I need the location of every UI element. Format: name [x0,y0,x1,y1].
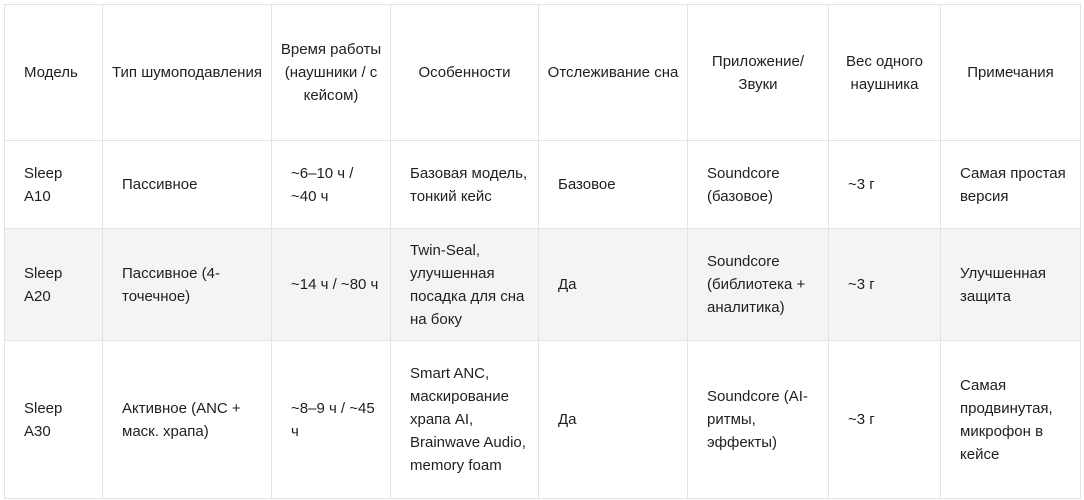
cell-app-sounds: Soundcore (AI-ритмы, эффекты) [688,341,829,499]
cell-model: Sleep A20 [5,229,103,341]
cell-features: Twin-Seal, улучшенная посадка для сна на боку [391,229,539,341]
cell-weight: ~3 г [829,229,941,341]
header-app-sounds: Приложение/ Звуки [688,5,829,141]
header-battery: Время работы (наушники / с кейсом) [272,5,391,141]
header-weight: Вес одного наушника [829,5,941,141]
cell-app-sounds: Soundcore (библиотека + аналитика) [688,229,829,341]
header-features: Особенности [391,5,539,141]
header-model: Модель [5,5,103,141]
cell-features: Smart ANC, маскирование храпа AI, Brainwave Audio, memory foam [391,341,539,499]
cell-noise-type: Активное (ANC + маск. храпа) [103,341,272,499]
header-sleep-tracking: Отслеживание сна [539,5,688,141]
cell-features: Базовая модель, тонкий кейс [391,141,539,229]
cell-noise-type: Пассивное [103,141,272,229]
table-row [5,229,1081,341]
cell-weight: ~3 г [829,341,941,499]
cell-weight: ~3 г [829,141,941,229]
comparison-table [4,4,1081,499]
table-row [5,141,1081,229]
cell-sleep-tracking: Базовое [539,141,688,229]
cell-noise-type: Пассивное (4-точечное) [103,229,272,341]
cell-battery: ~8–9 ч / ~45 ч [272,341,391,499]
cell-battery: ~14 ч / ~80 ч [272,229,391,341]
cell-model: Sleep A30 [5,341,103,499]
header-notes: Примечания [941,5,1081,141]
cell-sleep-tracking: Да [539,341,688,499]
table-header-row [5,5,1081,141]
cell-battery: ~6–10 ч / ~40 ч [272,141,391,229]
cell-notes: Самая простая версия [941,141,1081,229]
comparison-table-container [4,4,1080,499]
cell-sleep-tracking: Да [539,229,688,341]
cell-notes: Улучшенная защита [941,229,1081,341]
table-row [5,341,1081,499]
cell-model: Sleep A10 [5,141,103,229]
cell-notes: Самая продвинутая, микрофон в кейсе [941,341,1081,499]
header-noise-type: Тип шумоподавления [103,5,272,141]
cell-app-sounds: Soundcore (базовое) [688,141,829,229]
